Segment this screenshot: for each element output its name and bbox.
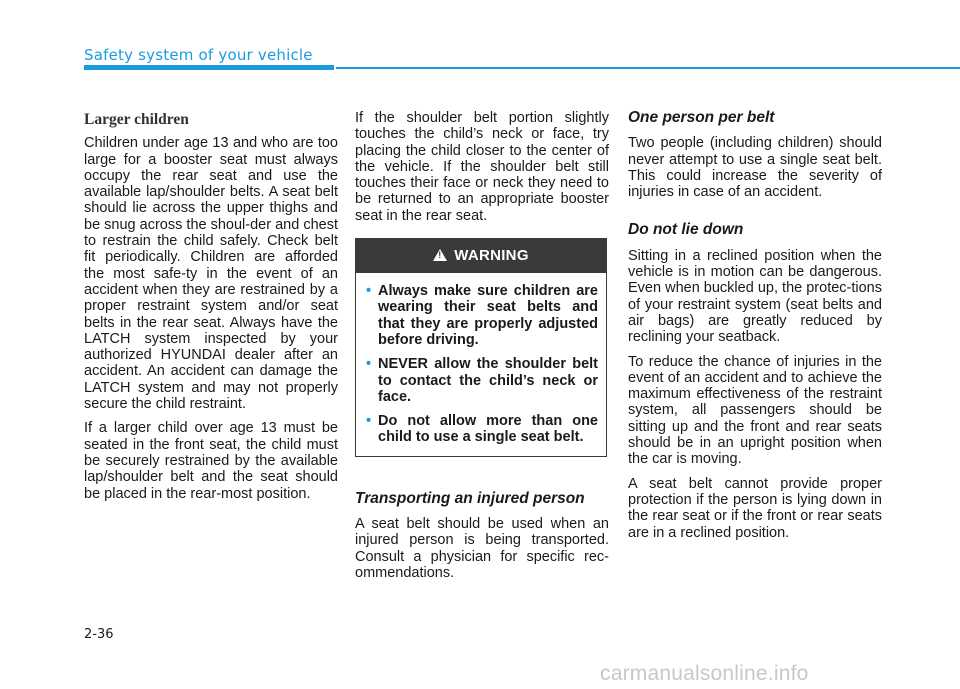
column-middle (355, 110, 609, 589)
larger-children-paragraph-1: Children under age 13 and who are too large for a booster seat must always occupy the rear seat and use the available lap/shoulder belts. A seat belt should lie across the upper thighs and be snug across the shoul-der and chest to restrain the child safely. Check belt fit periodically. Children are afforded the most safe-ty in the event of an accident when they are restrained by a proper restraint system and/or seat belts in the rear seat. Always have the LATCH system inspected by your authorized HYUNDAI dealer after an accident. An accident can damage the LATCH system and may not properly secure the child restraint. (84, 135, 338, 413)
one-person-heading: One person per belt (628, 109, 775, 126)
warning-triangle-icon (433, 249, 447, 261)
bullet-icon: • (366, 283, 372, 300)
page-number: 2-36 (84, 627, 114, 642)
warning-item-text: NEVER allow the shoulder belt to contact the child’s neck or face. (378, 356, 598, 405)
warning-item-text: Do not allow more than one child to use a single seat belt. (378, 413, 598, 446)
header-rule-thin (336, 67, 960, 69)
warning-item-text: Always make sure children are wearing their seat belts and that they are properly adjusted before driving. (378, 283, 598, 348)
warning-box (355, 238, 607, 457)
header-rule-thick (84, 65, 334, 70)
lie-down-heading: Do not lie down (628, 221, 744, 239)
column-left (84, 112, 338, 510)
larger-children-paragraph-2: If a larger child over age 13 must be seated in the front seat, the child must be securely restrained by the available lap/shoulder belt and the seat should be placed in the rear-most position. (84, 420, 338, 502)
transporting-paragraph: A seat belt should be used when an injured person is being transported. Consult a physician for specific rec-ommendations. (355, 516, 609, 581)
transporting-heading: Transporting an injured person (355, 489, 585, 507)
warning-list (356, 273, 606, 456)
warning-header (356, 239, 606, 273)
lie-down-paragraph-2: To reduce the chance of injuries in the event of an accident and to achieve the maximum effectiveness of the restraint system, all passengers should be sitting up and the front and rear seats should be in an upright position when the car is moving. (628, 353, 882, 468)
warning-title: WARNING (454, 246, 529, 264)
warning-item (366, 413, 598, 446)
warning-item (366, 356, 598, 405)
larger-children-heading: Larger children (84, 111, 189, 128)
bullet-icon: • (366, 413, 372, 430)
section-title: Safety system of your vehicle (84, 46, 313, 64)
watermark: carmanualsonline.info (600, 662, 809, 685)
shoulder-belt-paragraph: If the shoulder belt portion slightly touches the child’s neck or face, try placing the child closer to the center of the vehicle. If the shoulder belt still touches their face or neck they need to be returned to an appropriate booster seat in the rear seat. (355, 110, 609, 224)
column-right (628, 110, 882, 549)
lie-down-paragraph-3: A seat belt cannot provide proper protection if the person is lying down in the rear seat or if the front or rear seats are in a reclined position. (628, 475, 882, 541)
warning-item (366, 283, 598, 348)
one-person-paragraph: Two people (including children) should never attempt to use a single seat belt. This could increase the severity of injuries in case of an accident. (628, 135, 882, 201)
bullet-icon: • (366, 356, 372, 373)
lie-down-paragraph-1: Sitting in a reclined position when the vehicle is in motion can be dangerous. Even when buckled up, the protec-tions of your restraint system (seat belts and air bags) are greatly reduced by reclining your seatback. (628, 247, 882, 346)
